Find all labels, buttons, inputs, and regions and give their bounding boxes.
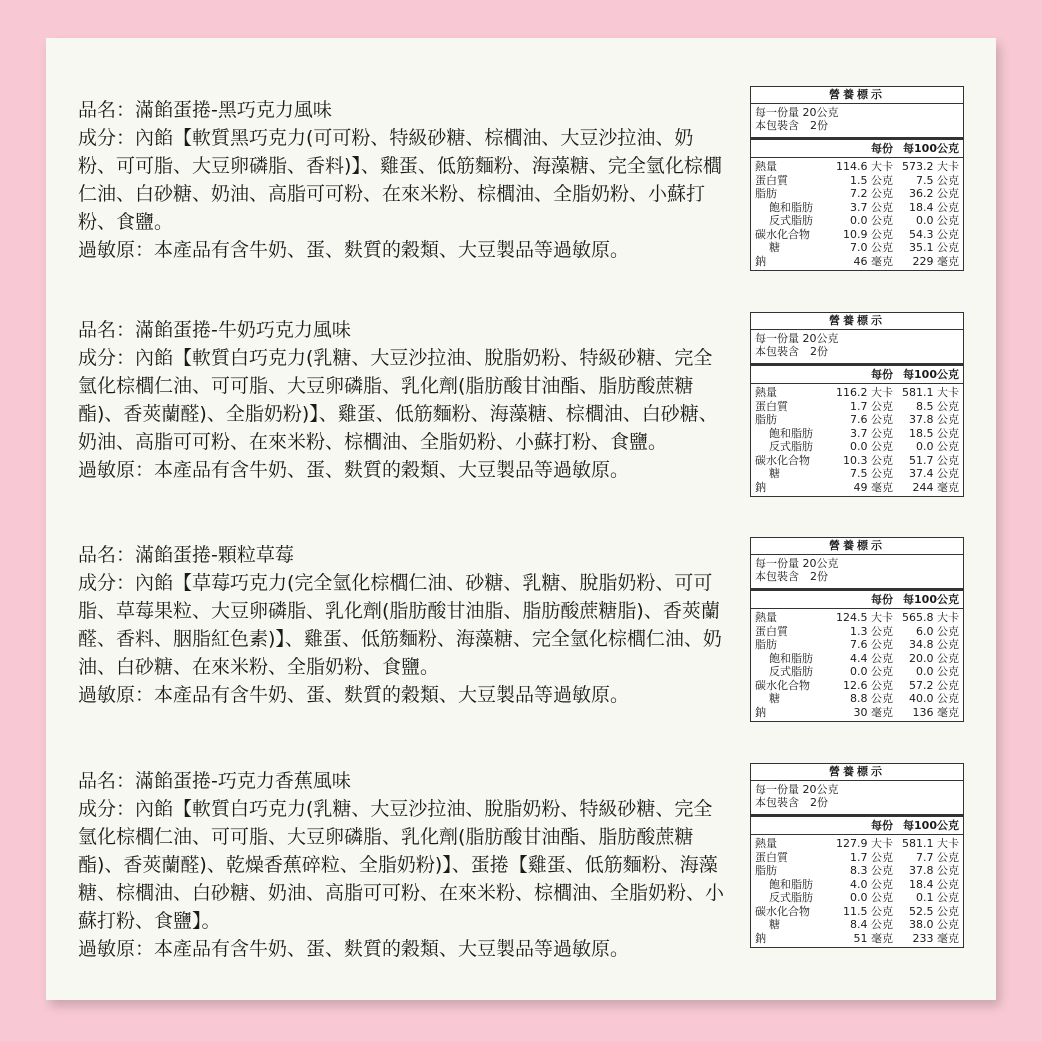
- nutrient-name: 脂肪: [755, 638, 777, 651]
- servings-count: 本包裝含 2份: [755, 570, 828, 583]
- per-serving-value: 10.9 公克: [843, 227, 893, 241]
- nutrition-header: [751, 366, 963, 385]
- per-serving-value: 3.7 公克: [850, 200, 893, 214]
- product-name: 品名：滿餡蛋捲-顆粒草莓: [78, 544, 294, 566]
- per-100g-value: 54.3 公克: [909, 227, 959, 241]
- per-serving-value: 1.5 公克: [850, 173, 893, 187]
- nutrient-name: 熱量: [755, 386, 777, 399]
- product-name: 品名：滿餡蛋捲-巧克力香蕉風味: [78, 770, 351, 792]
- nutrition-row: [755, 625, 959, 639]
- nutrition-row: [755, 440, 959, 454]
- per-serving-value: 3.7 公克: [850, 426, 893, 440]
- nutrient-name: 糖: [769, 918, 780, 931]
- per-100g-value: 38.0 公克: [909, 918, 959, 931]
- per-100g-value: 233 毫克: [912, 931, 959, 945]
- per-100g-value: 40.0 公克: [909, 692, 959, 705]
- per-100g-value: 37.8 公克: [909, 413, 959, 426]
- per-100g-value: 136 毫克: [912, 705, 959, 719]
- col-per-100g: 每100公克: [903, 818, 959, 832]
- per-serving-value: 0.0 公克: [850, 891, 893, 904]
- col-per-serving: 每份: [871, 592, 893, 606]
- per-serving-value: 124.5 大卡: [836, 611, 893, 624]
- nutrition-row: [755, 400, 959, 414]
- nutrition-row: [755, 201, 959, 215]
- col-per-serving: 每份: [871, 141, 893, 155]
- product-allergen: 過敏原：本產品有含牛奶、蛋、麩質的穀類、大豆製品等過敏原。: [78, 459, 630, 481]
- per-100g-value: 35.1 公克: [909, 241, 959, 254]
- product-text: [78, 316, 728, 484]
- nutrient-name: 碳水化合物: [755, 904, 810, 918]
- nutrient-name: 反式脂肪: [769, 214, 813, 227]
- nutrition-row: [755, 679, 959, 693]
- nutrient-name: 反式脂肪: [769, 665, 813, 678]
- nutrition-row: [755, 837, 959, 851]
- per-serving-value: 46 毫克: [853, 254, 893, 268]
- nutrition-table: [750, 86, 964, 271]
- nutrition-table: [750, 537, 964, 722]
- nutrition-row: [755, 413, 959, 427]
- nutrition-row: [755, 427, 959, 441]
- nutrient-name: 飽和脂肪: [769, 877, 813, 891]
- per-100g-value: 244 毫克: [912, 480, 959, 494]
- nutrient-name: 熱量: [755, 611, 777, 624]
- serving-size: 每一份量 20公克: [755, 556, 839, 570]
- per-serving-value: 12.6 公克: [843, 678, 893, 692]
- servings-count: 本包裝含 2份: [755, 119, 828, 132]
- per-100g-value: 7.5 公克: [916, 173, 959, 187]
- nutrition-row: [755, 706, 959, 720]
- nutrition-row: [755, 241, 959, 255]
- nutrition-header: [751, 817, 963, 836]
- serving-size: 每一份量 20公克: [755, 782, 839, 796]
- servings-count: 本包裝含 2份: [755, 345, 828, 358]
- per-serving-value: 51 毫克: [853, 931, 893, 945]
- nutrient-name: 反式脂肪: [769, 891, 813, 904]
- per-serving-value: 7.6 公克: [850, 413, 893, 426]
- per-100g-value: 18.4 公克: [909, 877, 959, 891]
- product-name: 品名：滿餡蛋捲-黑巧克力風味: [78, 99, 332, 121]
- nutrient-name: 蛋白質: [755, 399, 788, 413]
- nutrition-rows: [751, 609, 963, 721]
- serving-info: [751, 330, 963, 366]
- product-allergen: 過敏原：本產品有含牛奶、蛋、麩質的穀類、大豆製品等過敏原。: [78, 938, 630, 960]
- nutrient-name: 脂肪: [755, 413, 777, 426]
- nutrient-name: 飽和脂肪: [769, 426, 813, 440]
- per-serving-value: 7.6 公克: [850, 638, 893, 651]
- nutrient-name: 鈉: [755, 705, 766, 719]
- nutrition-title: 營養標示: [751, 313, 963, 330]
- product-ingredients: 成分：內餡【軟質白巧克力(乳糖、大豆沙拉油、脫脂奶粉、特級砂糖、完全氫化棕櫚仁油、可可脂、大豆卵磷脂、乳化劑(脂肪酸甘油酯、脂肪酸蔗糖酯)、香莢蘭醛)、全脂奶粉)】、雞蛋、低筋麵粉、海藻糖、棕櫚油、白砂糖、奶油、高脂可可粉、在來米粉、棕櫚油、全脂奶粉、小蘇打粉、食鹽。: [78, 347, 718, 453]
- nutrition-row: [755, 174, 959, 188]
- nutrition-row: [755, 611, 959, 625]
- nutrient-name: 鈉: [755, 254, 766, 268]
- per-100g-value: 34.8 公克: [909, 638, 959, 651]
- per-100g-value: 581.1 大卡: [902, 386, 959, 399]
- nutrition-row: [755, 851, 959, 865]
- serving-info: [751, 781, 963, 817]
- nutrient-name: 反式脂肪: [769, 440, 813, 453]
- nutrition-row: [755, 864, 959, 878]
- nutrient-name: 熱量: [755, 837, 777, 850]
- per-serving-value: 4.4 公克: [850, 651, 893, 665]
- per-serving-value: 10.3 公克: [843, 453, 893, 467]
- per-serving-value: 4.0 公克: [850, 877, 893, 891]
- per-100g-value: 8.5 公克: [916, 399, 959, 413]
- per-serving-value: 1.7 公克: [850, 850, 893, 864]
- per-100g-value: 18.5 公克: [909, 426, 959, 440]
- nutrition-row: [755, 918, 959, 932]
- product-allergen: 過敏原：本產品有含牛奶、蛋、麩質的穀類、大豆製品等過敏原。: [78, 239, 630, 261]
- nutrition-row: [755, 665, 959, 679]
- nutrition-rows: [751, 835, 963, 947]
- per-serving-value: 1.3 公克: [850, 624, 893, 638]
- nutrition-row: [755, 481, 959, 495]
- per-serving-value: 11.5 公克: [843, 904, 893, 918]
- per-100g-value: 0.1 公克: [916, 891, 959, 904]
- serving-info: [751, 555, 963, 591]
- per-serving-value: 127.9 大卡: [836, 837, 893, 850]
- nutrient-name: 糖: [769, 692, 780, 705]
- per-100g-value: 37.8 公克: [909, 864, 959, 877]
- col-per-100g: 每100公克: [903, 367, 959, 381]
- nutrient-name: 糖: [769, 241, 780, 254]
- per-serving-value: 30 毫克: [853, 705, 893, 719]
- col-per-100g: 每100公克: [903, 592, 959, 606]
- per-100g-value: 581.1 大卡: [902, 837, 959, 850]
- per-serving-value: 0.0 公克: [850, 665, 893, 678]
- nutrition-row: [755, 228, 959, 242]
- per-serving-value: 7.0 公克: [850, 241, 893, 254]
- nutrition-row: [755, 467, 959, 481]
- nutrition-title: 營養標示: [751, 764, 963, 781]
- per-100g-value: 37.4 公克: [909, 467, 959, 480]
- nutrition-rows: [751, 158, 963, 270]
- nutrition-row: [755, 932, 959, 946]
- nutrient-name: 鈉: [755, 480, 766, 494]
- nutrition-header: [751, 591, 963, 610]
- nutrition-row: [755, 386, 959, 400]
- col-per-serving: 每份: [871, 818, 893, 832]
- nutrient-name: 蛋白質: [755, 850, 788, 864]
- per-serving-value: 8.4 公克: [850, 918, 893, 931]
- nutrient-name: 飽和脂肪: [769, 651, 813, 665]
- product-text: [78, 96, 728, 264]
- nutrient-name: 熱量: [755, 160, 777, 173]
- nutrition-row: [755, 692, 959, 706]
- product-ingredients: 成分：內餡【軟質白巧克力(乳糖、大豆沙拉油、脫脂奶粉、特級砂糖、完全氫化棕櫚仁油、可可脂、大豆卵磷脂、乳化劑(脂肪酸甘油酯、脂肪酸蔗糖酯)、香莢蘭醛)、乾燥香蕉碎粒、全脂奶粉)】、蛋捲【雞蛋、低筋麵粉、海藻糖、棕櫚油、白砂糖、奶油、高脂可可粉、在來米粉、棕櫚油、全脂奶粉、小蘇打粉、食鹽】。: [78, 798, 725, 932]
- nutrition-rows: [751, 384, 963, 496]
- nutrition-row: [755, 891, 959, 905]
- serving-info: [751, 104, 963, 140]
- label-card: [46, 38, 996, 1000]
- nutrition-row: [755, 255, 959, 269]
- per-serving-value: 1.7 公克: [850, 399, 893, 413]
- per-serving-value: 7.2 公克: [850, 187, 893, 200]
- per-100g-value: 0.0 公克: [916, 214, 959, 227]
- per-100g-value: 52.5 公克: [909, 904, 959, 918]
- per-100g-value: 7.7 公克: [916, 850, 959, 864]
- nutrition-title: 營養標示: [751, 538, 963, 555]
- nutrition-row: [755, 187, 959, 201]
- serving-size: 每一份量 20公克: [755, 105, 839, 119]
- nutrition-row: [755, 905, 959, 919]
- product-text: [78, 541, 728, 709]
- nutrient-name: 碳水化合物: [755, 678, 810, 692]
- per-serving-value: 8.8 公克: [850, 692, 893, 705]
- nutrient-name: 鈉: [755, 931, 766, 945]
- product-ingredients: 成分：內餡【草莓巧克力(完全氫化棕櫚仁油、砂糖、乳糖、脫脂奶粉、可可脂、草莓果粒、大豆卵磷脂、乳化劑(脂肪酸甘油脂、脂肪酸蔗糖脂)、香莢蘭醛、香料、胭脂紅色素)】、雞蛋、低筋麵粉、海藻糖、完全氫化棕櫚仁油、奶油、白砂糖、在來米粉、全脂奶粉、食鹽。: [78, 572, 722, 678]
- per-100g-value: 565.8 大卡: [902, 611, 959, 624]
- serving-size: 每一份量 20公克: [755, 331, 839, 345]
- nutrition-row: [755, 214, 959, 228]
- nutrient-name: 蛋白質: [755, 624, 788, 638]
- col-per-100g: 每100公克: [903, 141, 959, 155]
- nutrient-name: 脂肪: [755, 864, 777, 877]
- per-100g-value: 6.0 公克: [916, 624, 959, 638]
- per-serving-value: 7.5 公克: [850, 467, 893, 480]
- per-serving-value: 116.2 大卡: [836, 386, 893, 399]
- nutrition-row: [755, 454, 959, 468]
- per-100g-value: 0.0 公克: [916, 665, 959, 678]
- per-100g-value: 51.7 公克: [909, 453, 959, 467]
- per-100g-value: 20.0 公克: [909, 651, 959, 665]
- nutrition-row: [755, 638, 959, 652]
- col-per-serving: 每份: [871, 367, 893, 381]
- per-100g-value: 36.2 公克: [909, 187, 959, 200]
- per-serving-value: 0.0 公克: [850, 214, 893, 227]
- per-100g-value: 573.2 大卡: [902, 160, 959, 173]
- per-serving-value: 114.6 大卡: [836, 160, 893, 173]
- product-allergen: 過敏原：本產品有含牛奶、蛋、麩質的穀類、大豆製品等過敏原。: [78, 684, 630, 706]
- per-100g-value: 57.2 公克: [909, 678, 959, 692]
- nutrition-row: [755, 652, 959, 666]
- nutrition-title: 營養標示: [751, 87, 963, 104]
- product-name: 品名：滿餡蛋捲-牛奶巧克力風味: [78, 319, 351, 341]
- nutrition-table: [750, 312, 964, 497]
- nutrient-name: 飽和脂肪: [769, 200, 813, 214]
- per-100g-value: 18.4 公克: [909, 200, 959, 214]
- nutrient-name: 碳水化合物: [755, 453, 810, 467]
- per-serving-value: 49 毫克: [853, 480, 893, 494]
- servings-count: 本包裝含 2份: [755, 796, 828, 809]
- per-serving-value: 8.3 公克: [850, 864, 893, 877]
- nutrient-name: 蛋白質: [755, 173, 788, 187]
- nutrition-header: [751, 140, 963, 159]
- product-ingredients: 成分：內餡【軟質黑巧克力(可可粉、特級砂糖、棕櫚油、大豆沙拉油、奶粉、可可脂、大豆卵磷脂、香料)】、雞蛋、低筋麵粉、海藻糖、完全氫化棕櫚仁油、白砂糖、奶油、高脂可可粉、在來米粉、棕櫚油、全脂奶粉、小蘇打粉、食鹽。: [78, 127, 722, 233]
- product-text: [78, 767, 728, 963]
- nutrition-table: [750, 763, 964, 948]
- per-100g-value: 229 毫克: [912, 254, 959, 268]
- nutrient-name: 碳水化合物: [755, 227, 810, 241]
- nutrient-name: 糖: [769, 467, 780, 480]
- nutrition-row: [755, 878, 959, 892]
- per-100g-value: 0.0 公克: [916, 440, 959, 453]
- nutrient-name: 脂肪: [755, 187, 777, 200]
- nutrition-row: [755, 160, 959, 174]
- per-serving-value: 0.0 公克: [850, 440, 893, 453]
